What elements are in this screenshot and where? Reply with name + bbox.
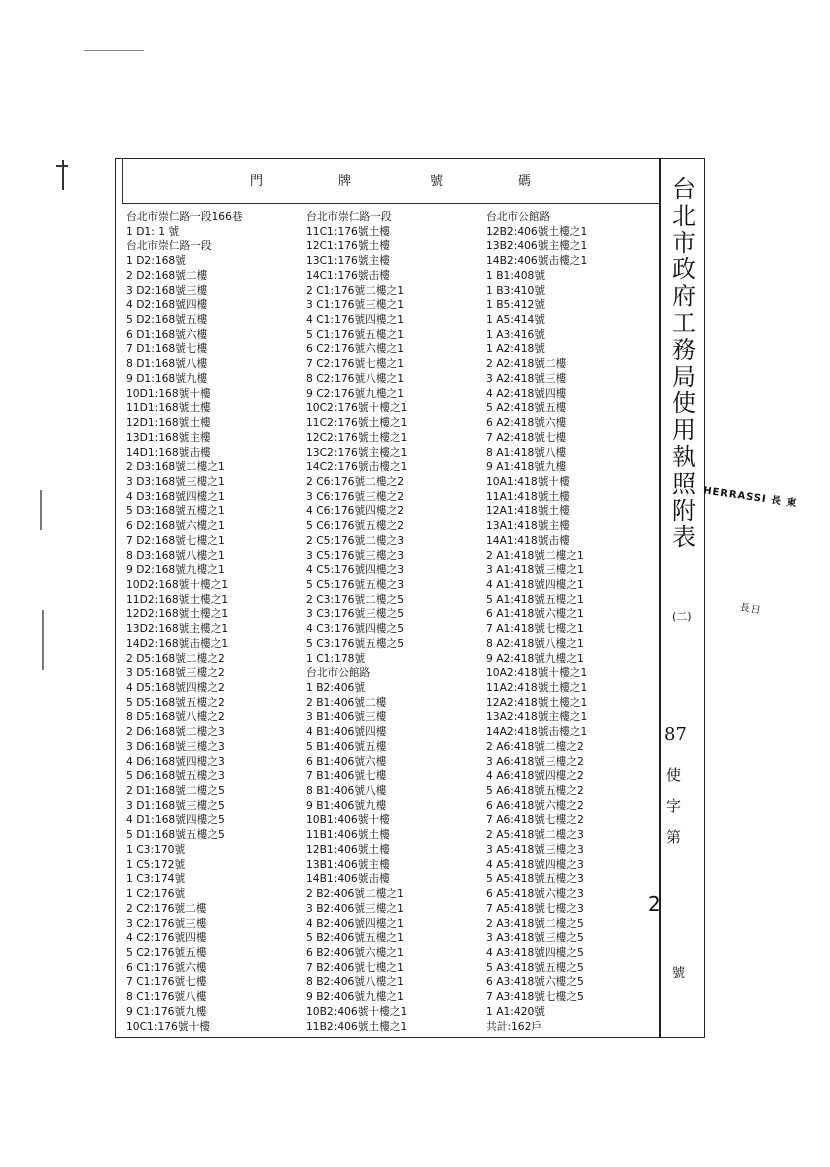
address-entry: 1 A3:416號 [486, 327, 545, 341]
header-label: 牌 [338, 174, 353, 189]
address-entry: 3 A1:418號三樓之1 [486, 563, 584, 577]
address-entry: 2 C6:176號二樓之2 [306, 474, 405, 488]
license-number: 87 [664, 724, 687, 745]
address-entry: 11C2:176號土樓之1 [306, 416, 408, 430]
address-entry: 5 A2:418號五樓 [486, 401, 567, 415]
address-entry: 10D2:168號十樓之1 [126, 577, 229, 591]
document-title [666, 176, 702, 551]
address-entry: 5 A1:418號五樓之1 [486, 592, 584, 606]
address-entry: 8 C1:176號八樓 [126, 990, 207, 1004]
address-entry: 12C1:176號土樓 [306, 239, 390, 253]
address-entry: 5 A6:418號五樓之2 [486, 784, 584, 798]
address-entry: 1 D1: 1 號 [126, 224, 180, 238]
margin-stamp-small: 長日 [738, 602, 763, 617]
address-entry: 1 C1:178號 [306, 651, 366, 665]
title-char: 執 [672, 442, 696, 471]
address-entry: 7 A1:418號七樓之1 [486, 622, 584, 636]
header-label: 門 [250, 174, 265, 189]
address-entry: 12A2:418號土樓之1 [486, 695, 588, 709]
address-entry: 3 C6:176號三樓之2 [306, 489, 405, 503]
address-entry: 8 A2:418號八樓之1 [486, 636, 584, 650]
address-entry: 14B2:406號击樓之1 [486, 254, 588, 268]
address-entry: 4 A1:418號四樓之1 [486, 577, 584, 591]
margin-stamp: HERRASSI 長 東 [702, 485, 799, 510]
address-entry: 2 A6:418號二樓之2 [486, 739, 584, 753]
address-entry: 1 B1:408號 [486, 268, 546, 282]
address-entry: 11B1:406號土樓 [306, 828, 390, 842]
address-entry: 2 D3:168號二樓之1 [126, 460, 225, 474]
title-char: 工 [672, 308, 696, 337]
address-entry: 4 A5:418號四樓之3 [486, 857, 584, 871]
address-entry: 4 C2:176號四樓 [126, 931, 207, 945]
address-entry: 1 C3:170號 [126, 842, 186, 856]
address-entry: 7 C2:176號七樓之1 [306, 357, 405, 371]
address-entry: 10A2:418號十樓之1 [486, 666, 588, 680]
address-entry: 11D1:168號土樓 [126, 401, 211, 415]
address-entry: 5 D3:168號五樓之1 [126, 504, 225, 518]
address-entry: 3 D1:168號三樓之5 [126, 798, 225, 812]
address-entry: 9 C2:176號九樓之1 [306, 386, 405, 400]
address-entry: 9 B1:406號九樓 [306, 798, 387, 812]
address-entry: 14C2:176號击樓之1 [306, 460, 408, 474]
address-entry: 12C2:176號土樓之1 [306, 430, 408, 444]
title-char: 局 [672, 362, 696, 391]
address-entry: 6 A3:418號六樓之5 [486, 975, 584, 989]
address-entry: 13A2:418號主樓之1 [486, 710, 588, 724]
address-entry: 3 A6:418號三樓之2 [486, 754, 584, 768]
address-entry: 14A1:418號击樓 [486, 533, 570, 547]
address-entry: 3 D5:168號三樓之2 [126, 666, 225, 680]
address-entry: 14A2:418號击樓之1 [486, 725, 588, 739]
address-entry: 7 A6:418號七樓之2 [486, 813, 584, 827]
address-entry: 13D1:168號主樓 [126, 430, 211, 444]
handwritten-number: 2 [648, 892, 661, 916]
scan-mark [56, 165, 68, 167]
address-entry: 10B2:406號十樓之1 [306, 1004, 408, 1018]
address-entry: 7 B2:406號七樓之1 [306, 960, 404, 974]
title-char: 政 [672, 255, 696, 284]
header-label: 碼 [518, 174, 533, 189]
address-entry: 7 B1:406號七樓 [306, 769, 387, 783]
code-char: 字 [666, 797, 682, 815]
address-entry: 8 A1:418號八樓 [486, 445, 567, 459]
address-entry: 11B2:406號土樓之1 [306, 1019, 408, 1033]
address-entry: 1 A5:414號 [486, 313, 545, 327]
address-entry: 1 C5:172號 [126, 857, 186, 871]
address-entry: 4 A2:418號四樓 [486, 386, 567, 400]
address-entry: 13C2:176號主樓之1 [306, 445, 408, 459]
address-entry: 台北市公館路 [306, 666, 371, 680]
scan-mark [40, 490, 42, 530]
address-entry: 4 C1:176號四樓之1 [306, 313, 405, 327]
address-entry: 6 A5:418號六樓之3 [486, 887, 584, 901]
address-entry: 2 D6:168號二樓之3 [126, 725, 225, 739]
address-entry: 2 D2:168號二樓 [126, 268, 208, 282]
address-entry: 1 A1:420號 [486, 1004, 545, 1018]
address-entry: 6 C2:176號六樓之1 [306, 342, 405, 356]
address-entry: 8 B2:406號八樓之1 [306, 975, 404, 989]
address-entry: 7 A5:418號七樓之3 [486, 901, 584, 915]
address-entry: 共計:162戶 [486, 1019, 543, 1033]
address-entry: 11A2:418號土樓之1 [486, 681, 588, 694]
address-entry: 8 D1:168號八樓 [126, 357, 208, 371]
address-entry: 2 C2:176號二樓 [126, 901, 207, 915]
address-entry: 7 D2:168號七樓之1 [126, 533, 225, 547]
address-entry: 4 B2:406號四樓之1 [306, 916, 404, 930]
address-entry: 2 B1:406號二樓 [306, 695, 387, 709]
address-entry: 13B1:406號主樓 [306, 857, 390, 871]
address-entry: 3 B1:406號三樓 [306, 710, 387, 724]
address-entry: 12D2:168號土樓之1 [126, 607, 229, 621]
address-entry: 7 A3:418號七樓之5 [486, 990, 584, 1004]
address-entry: 13C1:176號主樓 [306, 254, 390, 268]
address-entry: 5 A3:418號五樓之5 [486, 960, 584, 974]
title-char: 表 [672, 523, 696, 552]
address-entry: 5 C1:176號五樓之1 [306, 327, 405, 341]
address-entry: 12A1:418號土樓 [486, 504, 570, 518]
code-char: 第 [666, 828, 682, 846]
address-entry: 10B1:406號十樓 [306, 813, 390, 827]
address-entry: 2 D1:168號二樓之5 [126, 784, 225, 798]
address-entry: 5 D1:168號五樓之5 [126, 828, 225, 842]
address-entry: 2 A5:418號二樓之3 [486, 828, 584, 842]
address-entry: 3 C3:176號三樓之5 [306, 607, 405, 621]
address-entry: 6 A1:418號六樓之1 [486, 607, 584, 621]
address-entry: 10C1:176號十樓 [126, 1019, 210, 1033]
address-entry: 13B2:406號主樓之1 [486, 239, 588, 253]
title-char: 附 [672, 496, 696, 525]
address-entry: 10C2:176號十樓之1 [306, 401, 408, 415]
address-entry: 6 B2:406號六樓之1 [306, 945, 404, 959]
address-entry: 5 C3:176號五樓之5 [306, 636, 405, 650]
address-entry: 14D1:168號击樓 [126, 445, 211, 459]
address-entry: 5 D6:168號五樓之3 [126, 769, 225, 783]
address-entry: 14C1:176號击樓 [306, 268, 390, 282]
address-entry: 11D2:168號土樓之1 [126, 592, 229, 606]
title-char: 務 [672, 335, 696, 364]
scan-mark [42, 610, 44, 670]
address-entry: 2 A2:418號二樓 [486, 357, 567, 371]
address-entry: 12D1:168號土樓 [126, 416, 211, 430]
address-entry: 13A1:418號主樓 [486, 519, 570, 533]
title-char: 北 [672, 201, 696, 230]
address-entry: 8 B1:406號八樓 [306, 784, 387, 798]
address-column-3 [486, 210, 587, 1034]
address-column-2 [306, 210, 407, 1034]
address-entry: 4 C3:176號四樓之5 [306, 622, 405, 636]
address-entry: 4 D2:168號四樓 [126, 298, 208, 312]
address-entry: 9 A1:418號九樓 [486, 460, 567, 474]
address-entry: 6 A6:418號六樓之2 [486, 798, 584, 812]
address-entry: 6 C1:176號六樓 [126, 960, 207, 974]
address-entry: 4 D1:168號四樓之5 [126, 813, 225, 827]
address-entry: 3 A2:418號三樓 [486, 371, 567, 385]
address-entry: 7 C1:176號七樓 [126, 975, 207, 989]
address-entry: 6 B1:406號六樓 [306, 754, 387, 768]
address-entry: 5 C2:176號五樓 [126, 945, 207, 959]
header-label: 號 [430, 174, 445, 189]
address-entry: 6 D1:168號六樓 [126, 327, 208, 341]
address-entry: 8 C2:176號八樓之1 [306, 371, 405, 385]
address-entry: 6 A2:418號六樓 [486, 416, 567, 430]
address-entry: 10D1:168號十樓 [126, 386, 211, 400]
address-entry: 9 D2:168號九樓之1 [126, 563, 225, 577]
address-entry: 5 D5:168號五樓之2 [126, 695, 225, 709]
address-entry: 3 B2:406號三樓之1 [306, 901, 404, 915]
address-entry: 12B1:406號土樓 [306, 842, 390, 856]
address-entry: 2 D5:168號二樓之2 [126, 651, 225, 665]
address-entry: 9 C1:176號九樓 [126, 1004, 207, 1018]
address-entry: 9 B2:406號九樓之1 [306, 990, 404, 1004]
title-char: 台 [672, 175, 696, 203]
address-entry: 台北市崇仁路一段166巷 [126, 210, 243, 223]
address-entry: 5 A5:418號五樓之3 [486, 872, 584, 886]
address-entry: 3 A5:418號三樓之3 [486, 842, 584, 856]
address-entry: 4 C5:176號四樓之3 [306, 563, 405, 577]
address-entry: 3 C5:176號三樓之3 [306, 548, 405, 562]
address-entry: 6 D2:168號六樓之1 [126, 519, 225, 533]
address-column-1 [126, 210, 243, 1034]
address-entry: 5 D2:168號五樓 [126, 313, 208, 327]
address-entry: 9 D1:168號九樓 [126, 371, 208, 385]
address-entry: 2 C3:176號二樓之5 [306, 592, 405, 606]
address-entry: 1 B3:410號 [486, 283, 546, 297]
address-entry: 5 B2:406號五樓之1 [306, 931, 404, 945]
address-entry: 5 B1:406號五樓 [306, 739, 387, 753]
address-entry: 4 A6:418號四樓之2 [486, 769, 584, 783]
address-entry: 4 D3:168號四樓之1 [126, 489, 225, 503]
address-entry: 台北市公館路 [486, 210, 551, 223]
address-entry: 台北市崇仁路一段 [126, 239, 212, 253]
title-suffix: (二) [672, 610, 692, 623]
title-char: 市 [672, 228, 696, 257]
address-entry: 12B2:406號土樓之1 [486, 224, 588, 238]
title-char: 用 [672, 416, 696, 445]
address-entry: 14B1:406號击樓 [306, 872, 390, 886]
table-header [122, 158, 660, 204]
address-entry: 5 C5:176號五樓之3 [306, 577, 405, 591]
address-entry: 8 D5:168號八樓之2 [126, 710, 225, 724]
address-entry: 4 D6:168號四樓之3 [126, 754, 225, 768]
title-char: 府 [672, 282, 696, 311]
address-entry: 5 C6:176號五樓之2 [306, 519, 405, 533]
address-entry: 7 D1:168號七樓 [126, 342, 208, 356]
address-entry: 3 C2:176號三樓 [126, 916, 207, 930]
address-entry: 10A1:418號十樓 [486, 474, 570, 488]
address-entry: 3 A3:418號三樓之5 [486, 931, 584, 945]
address-entry: 2 C1:176號二樓之1 [306, 283, 405, 297]
address-entry: 2 A1:418號二樓之1 [486, 548, 584, 562]
address-entry: 2 B2:406號二樓之1 [306, 887, 404, 901]
address-entry: 3 D2:168號三樓 [126, 283, 208, 297]
address-entry: 11A1:418號土樓 [486, 489, 570, 503]
scan-mark [84, 50, 144, 51]
address-entry: 14D2:168號击樓之1 [126, 636, 229, 650]
address-entry: 9 A2:418號九樓之1 [486, 651, 584, 665]
address-entry: 3 D3:168號三樓之1 [126, 474, 225, 488]
title-char: 照 [672, 469, 696, 498]
address-entry: 1 B5:412號 [486, 298, 546, 312]
address-entry: 13D2:168號主樓之1 [126, 622, 229, 636]
address-entry: 4 D5:168號四樓之2 [126, 681, 225, 694]
address-entry: 2 C5:176號二樓之3 [306, 533, 405, 547]
address-entry: 1 D2:168號 [126, 254, 186, 268]
address-entry: 11C1:176號土樓 [306, 224, 390, 238]
code-char: 使 [666, 766, 682, 784]
address-entry: 7 A2:418號七樓 [486, 430, 567, 444]
address-entry: 1 C3:174號 [126, 872, 186, 886]
address-entry: 3 C1:176號三樓之1 [306, 298, 405, 312]
address-entry: 8 D3:168號八樓之1 [126, 548, 225, 562]
address-entry: 1 C2:176號 [126, 887, 186, 901]
address-entry: 4 A3:418號四樓之5 [486, 945, 584, 959]
address-entry: 1 A2:418號 [486, 342, 545, 356]
address-entry: 4 B1:406號四樓 [306, 725, 387, 739]
address-entry: 2 A3:418號二樓之5 [486, 916, 584, 930]
address-entry: 4 C6:176號四樓之2 [306, 504, 405, 518]
title-char: 使 [672, 389, 696, 418]
hao-label: 號 [672, 966, 686, 981]
address-entry: 1 B2:406號 [306, 681, 366, 694]
address-entry: 台北市崇仁路一段 [306, 210, 392, 223]
address-entry: 3 D6:168號三樓之3 [126, 739, 225, 753]
